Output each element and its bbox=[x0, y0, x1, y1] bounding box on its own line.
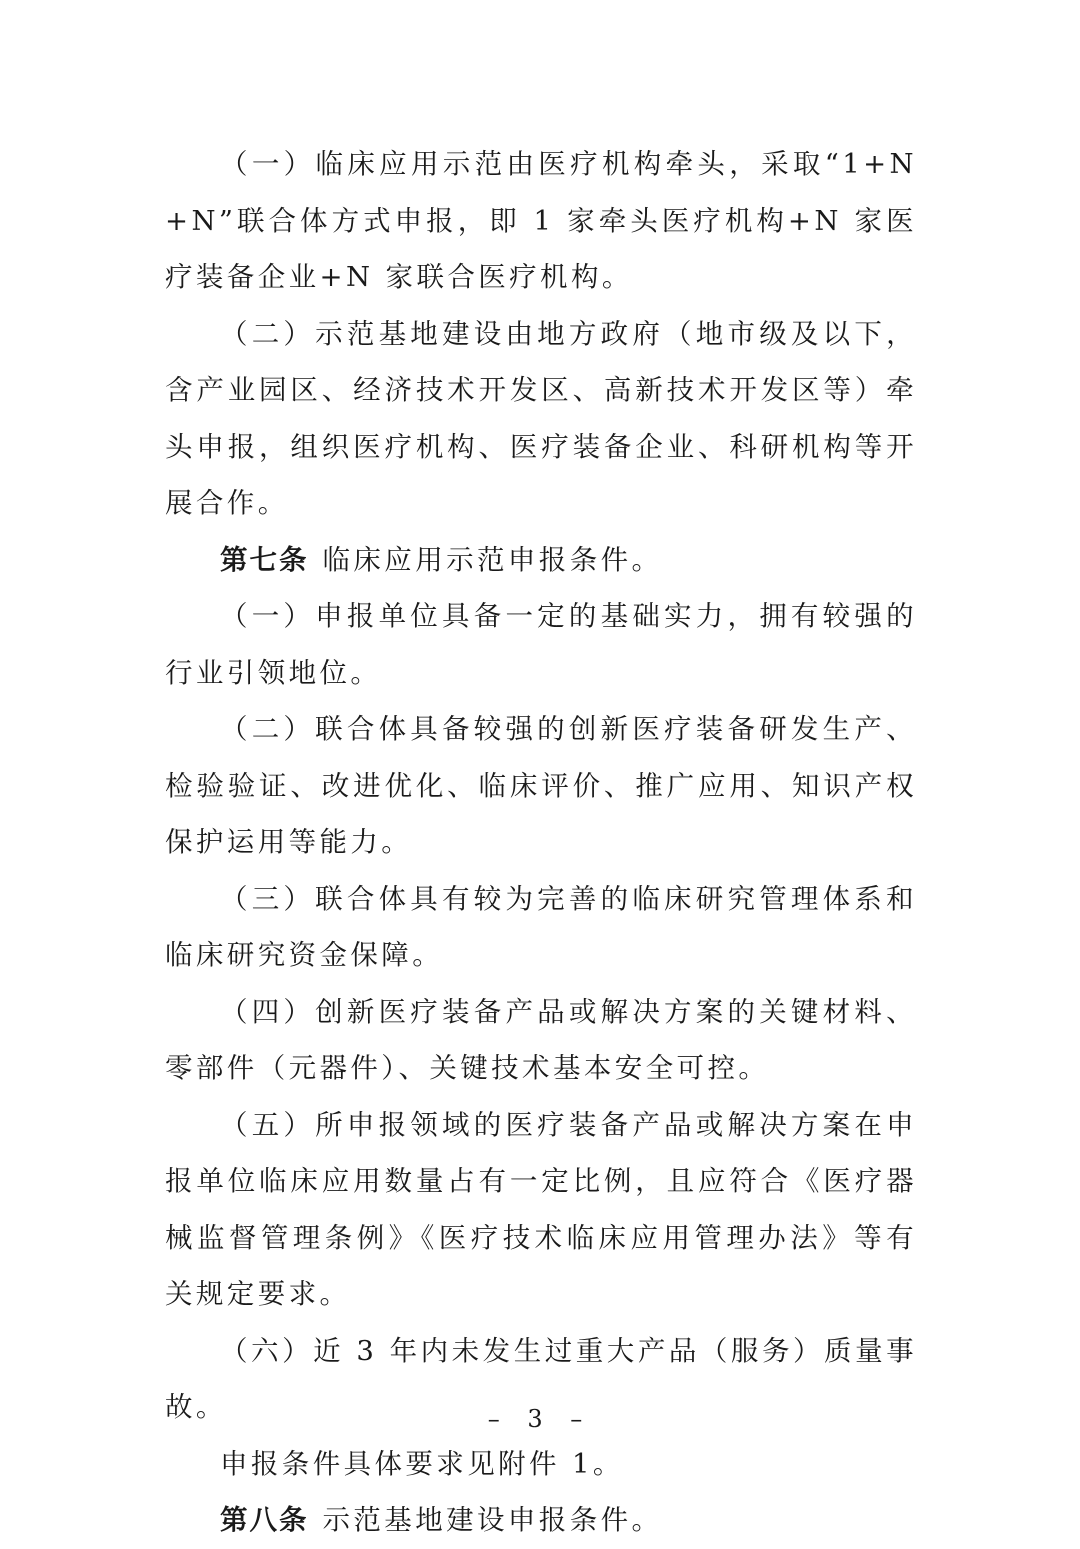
paragraph-7: （四）创新医疗装备产品或解决方案的关键材料、零部件（元器件）、关键技术基本安全可控。 bbox=[165, 995, 917, 1084]
article-7-paragraph: 第七条 临床应用示范申报条件。 bbox=[220, 543, 663, 576]
paragraph-1: （一）临床应用示范由医疗机构牵头，采取“1+N+N”联合体方式申报，即 1 家牵头医疗机构+N 家医疗装备企业+N 家联合医疗机构。 bbox=[165, 148, 917, 293]
article-heading: 第八条 bbox=[220, 1504, 309, 1536]
page-number: – 3 – bbox=[487, 1405, 593, 1433]
article-8-paragraph: 第八条 示范基地建设申报条件。 bbox=[220, 1504, 663, 1536]
paragraph-2: （二）示范基地建设由地方政府（地市级及以下，含产业园区、经济技术开发区、高新技术开发区等）牵头申报，组织医疗机构、医疗装备企业、科研机构等开展合作。 bbox=[165, 317, 917, 519]
paragraph-9: （六）近 3 年内未发生过重大产品（服务）质量事故。 bbox=[165, 1334, 917, 1423]
paragraph-4: （一）申报单位具备一定的基础实力，拥有较强的行业引领地位。 bbox=[165, 600, 917, 689]
paragraph-10: 申报条件具体要求见附件 1。 bbox=[220, 1447, 624, 1480]
paragraph-6: （三）联合体具有较为完善的临床研究管理体系和临床研究资金保障。 bbox=[165, 882, 917, 971]
paragraph-8: （五）所申报领域的医疗装备产品或解决方案在申报单位临床应用数量占有一定比例，且应符合《医疗器械监督管理条例》《医疗技术临床应用管理办法》等有关规定要求。 bbox=[165, 1108, 917, 1310]
paragraph-5: （二）联合体具备较强的创新医疗装备研发生产、检验验证、改进优化、临床评价、推广应用、知识产权保护运用等能力。 bbox=[165, 713, 917, 858]
document-body bbox=[165, 136, 917, 1549]
article-heading: 第七条 bbox=[220, 543, 309, 576]
